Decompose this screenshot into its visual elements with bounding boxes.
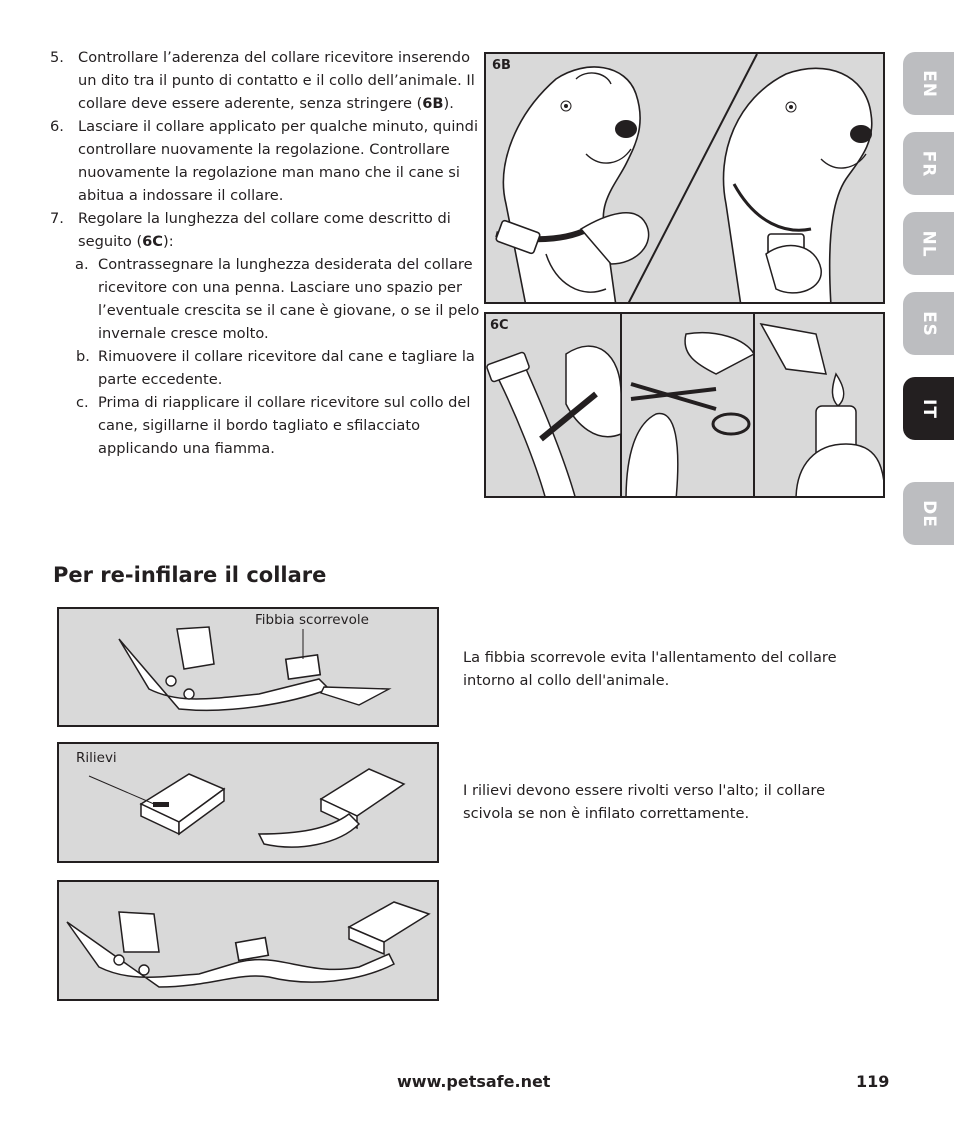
tab-label: NL (918, 229, 939, 258)
substep-c (50, 391, 480, 460)
substep-letter: a. (75, 256, 89, 273)
tab-label: FR (918, 150, 939, 177)
tab-nl[interactable] (903, 212, 954, 275)
tab-it[interactable] (903, 377, 954, 440)
step-number: 5. (50, 49, 64, 66)
collar-trim-illustration (486, 314, 885, 498)
tab-de[interactable] (903, 482, 954, 545)
dog-collar-fit-illustration (486, 54, 885, 304)
ridges-callout: Rilievi (76, 750, 117, 766)
figure-6c (484, 312, 885, 498)
step-7 (50, 207, 480, 253)
ridges-description: I rilievi devono essere rivolti verso l'alto; il collare scivola se non è infilato correttamente. (463, 782, 826, 822)
assembled-collar-panel (57, 880, 439, 1001)
figure-6b (484, 52, 885, 304)
substep-letter: c. (76, 394, 89, 411)
sliding-buckle-panel (57, 607, 439, 727)
step-text: Controllare l’aderenza del collare ricevitore inserendo un dito tra il punto di contatto e il collo dell’animale. Il collare deve essere aderente, senza stringere (6B). (78, 49, 475, 112)
step-number: 6. (50, 118, 64, 135)
tab-label: IT (918, 398, 939, 419)
tab-fr[interactable] (903, 132, 954, 195)
section-title: Per re-infilare il collare (53, 563, 327, 587)
tab-label: EN (918, 69, 939, 98)
substep-text: Prima di riapplicare il collare ricevitore sul collo del cane, sigillarne il bordo tagliato e sfilacciato applicando una fiamma. (98, 394, 471, 457)
buckle-description: La fibbia scorrevole evita l'allentamento del collare intorno al collo dell'animale. (463, 649, 837, 689)
instruction-list (50, 46, 480, 460)
step-text: Lasciare il collare applicato per qualche minuto, quindi controllare nuovamente la regolazione. Controllare nuovamente la regolazione man mano che il cane si abitua a indossare il collare. (78, 118, 478, 204)
figure-label: 6C (490, 318, 509, 333)
page-number: 119 (856, 1072, 890, 1091)
substep-letter: b. (76, 348, 90, 365)
buckle-illustration (59, 609, 437, 725)
assembled-collar-illustration (59, 882, 437, 999)
step-number: 7. (50, 210, 64, 227)
substep-text: Rimuovere il collare ricevitore dal cane e tagliare la parte eccedente. (98, 348, 475, 388)
tab-es[interactable] (903, 292, 954, 355)
ridges-panel (57, 742, 439, 863)
step-6 (50, 115, 480, 207)
step-text: Regolare la lunghezza del collare come descritto di seguito (6C): (78, 210, 451, 250)
tab-label: DE (918, 499, 939, 528)
substep-a (50, 253, 480, 345)
step-5 (50, 46, 480, 115)
tab-label: ES (918, 310, 939, 337)
substep-b (50, 345, 480, 391)
buckle-callout: Fibbia scorrevole (255, 612, 369, 628)
figure-label: 6B (492, 58, 511, 73)
substep-text: Contrassegnare la lunghezza desiderata del collare ricevitore con una penna. Lasciare uno spazio per l’eventuale crescita se il cane è giovane, o se il pelo invernale cresce molto. (98, 256, 480, 342)
tab-en[interactable] (903, 52, 954, 115)
footer-website[interactable]: www.petsafe.net (397, 1072, 551, 1091)
